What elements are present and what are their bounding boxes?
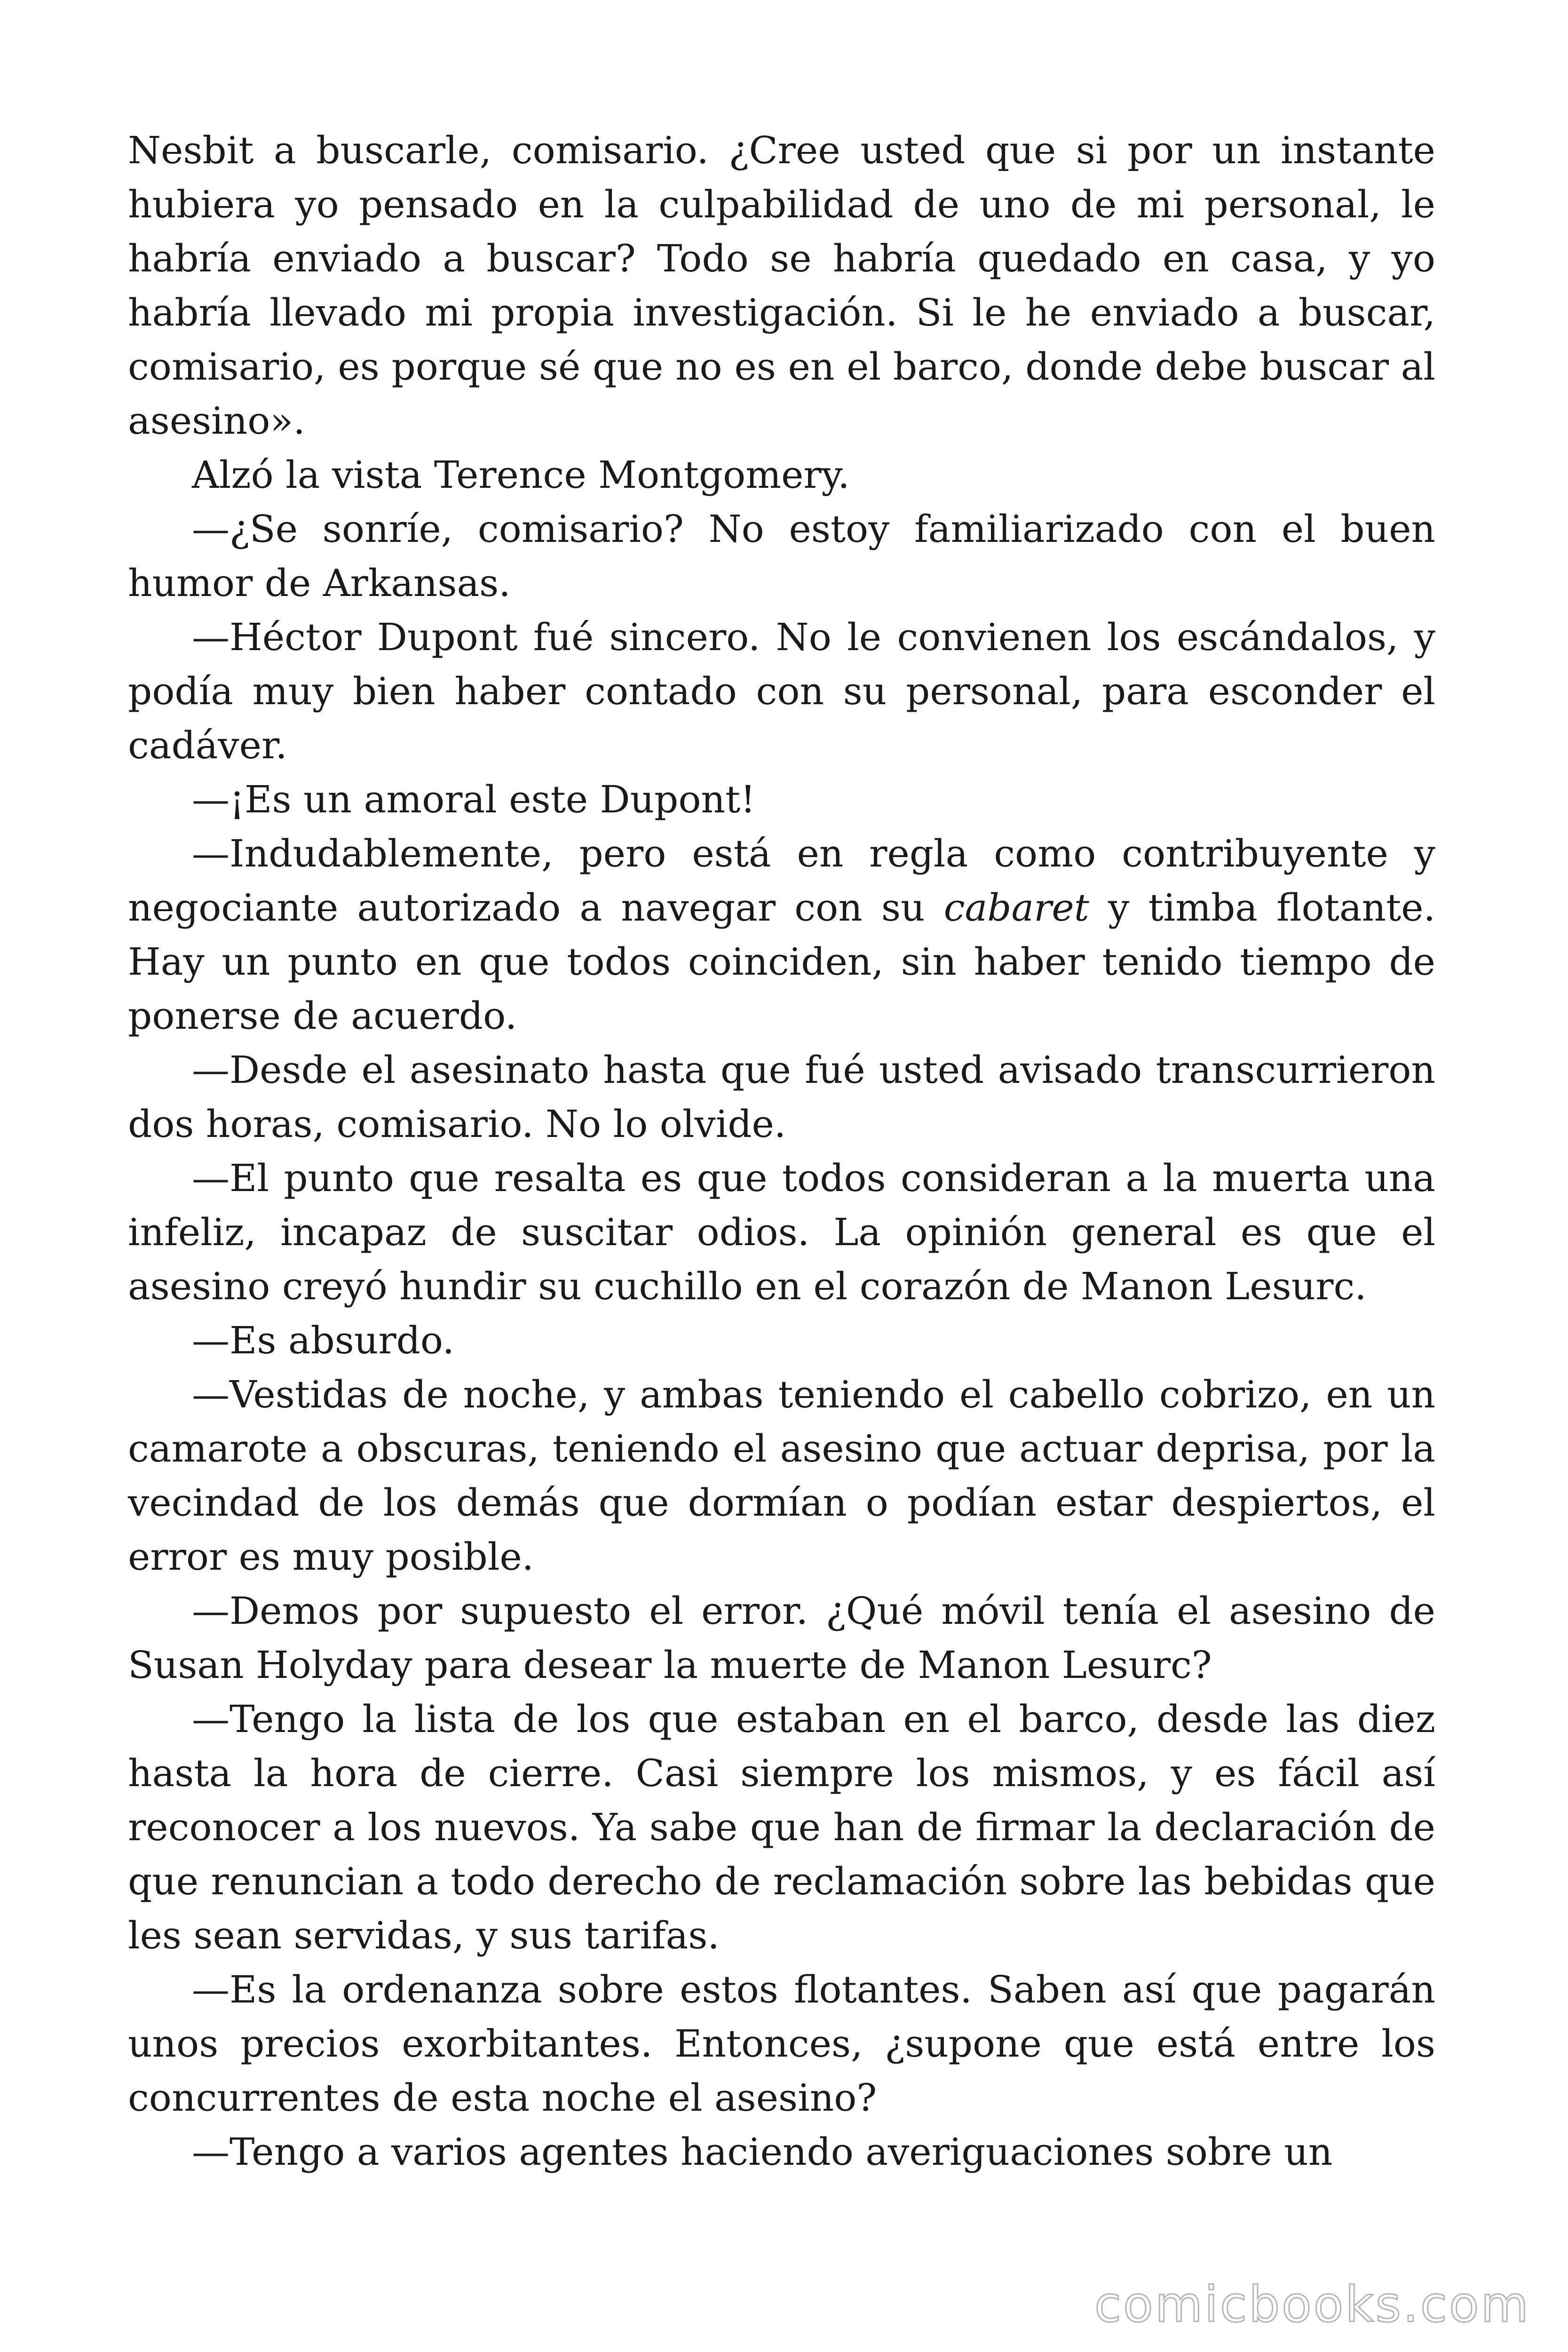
paragraph-5: —¡Es un amoral este Dupont! bbox=[192, 778, 756, 821]
paragraph-12: —Tengo la lista de los que estaban en el barco, desde las diez hasta la hora de cierre. Casi siempre los mismos, y es fácil así reconocer a los nuevos. Ya sabe que han de firmar la declaración de que renuncian a todo derecho de reclamación sobre las bebidas que les sean servidas, y sus tarifas. bbox=[128, 1697, 1435, 1957]
paragraph-9: —Es absurdo. bbox=[192, 1319, 455, 1362]
paragraph-6-before: —Indudablemente, pero está en regla como contribuyente y negociante autorizado a navegar con su bbox=[128, 832, 1435, 930]
paragraph-10: —Vestidas de noche, y ambas teniendo el cabello cobrizo, en un camarote a obscuras, teniendo el asesino que actuar deprisa, por la vecindad de los demás que dormían o podían estar despiertos, el error es muy posible. bbox=[128, 1373, 1435, 1579]
paragraph-1: Nesbit a buscarle, comisario. ¿Cree usted que si por un instante hubiera yo pensado en la culpabilidad de uno de mi personal, le habría enviado a buscar? Todo se habría quedado en casa, y yo habría llevado mi propia investigación. Si le he enviado a buscar, comisario, es porque sé que no es en el barco, donde debe buscar al asesino». bbox=[128, 128, 1435, 443]
paragraph-7: —Desde el asesinato hasta que fué usted avisado transcurrieron dos horas, comisario. No lo olvide. bbox=[128, 1048, 1435, 1146]
paragraph-6 bbox=[128, 826, 1435, 1043]
paragraph-11: —Demos por supuesto el error. ¿Qué móvil tenía el asesino de Susan Holyday para desear la muerte de Manon Lesurc? bbox=[128, 1589, 1435, 1687]
paragraph-8: —El punto que resalta es que todos consideran a la muerta una infeliz, incapaz de suscitar odios. La opinión general es que el asesino creyó hundir su cuchillo en el corazón de Manon Lesurc. bbox=[128, 1156, 1435, 1308]
page-body bbox=[128, 123, 1435, 2179]
paragraph-13: —Es la ordenanza sobre estos flotantes. Saben así que pagarán unos precios exorbitantes. Entonces, ¿supone que está entre los concurrentes de esta noche el asesino? bbox=[128, 1968, 1435, 2120]
paragraph-2: Alzó la vista Terence Montgomery. bbox=[192, 453, 850, 497]
paragraph-3: —¿Se sonríe, comisario? No estoy familiarizado con el buen humor de Arkansas. bbox=[128, 507, 1435, 605]
paragraph-14: —Tengo a varios agentes haciendo averiguaciones sobre un bbox=[192, 2130, 1333, 2174]
watermark: comicbooks.com bbox=[1094, 2276, 1530, 2333]
paragraph-6-after: y timba flotante. Hay un punto en que todos coinciden, sin haber tenido tiempo de ponerse de acuerdo. bbox=[128, 886, 1435, 1038]
paragraph-4: —Héctor Dupont fué sincero. No le convienen los escándalos, y podía muy bien haber contado con su personal, para esconder el cadáver. bbox=[128, 615, 1435, 767]
paragraph-6-italic: cabaret bbox=[943, 886, 1089, 930]
